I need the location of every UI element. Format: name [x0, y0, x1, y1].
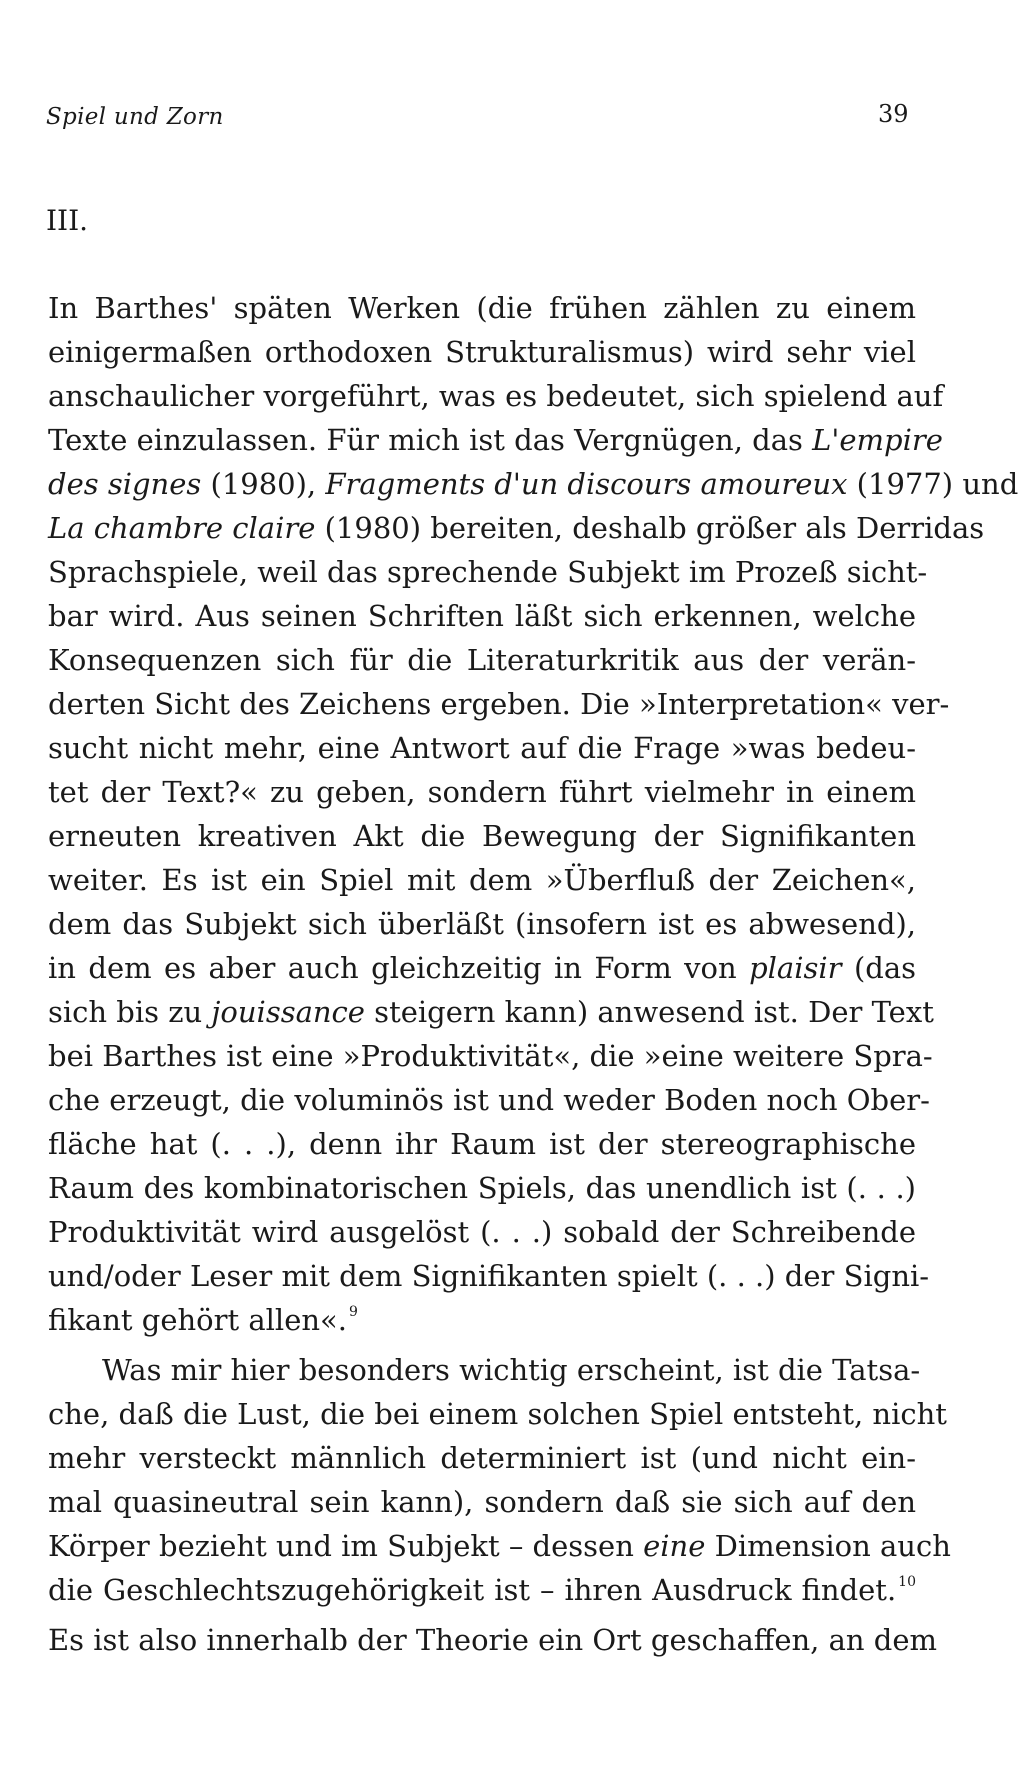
text-line: weiter. Es ist ein Spiel mit dem »Überfluß der Zeichen«, — [48, 863, 916, 897]
text-line: che, daß die Lust, die bei einem solchen Spiel entsteht, nicht — [48, 1397, 947, 1431]
text-span: in dem es aber auch gleichzeitig in Form von — [48, 951, 737, 985]
text-line — [48, 1568, 916, 1618]
text-line: Produktivität wird ausgelöst (. . .) sobald der Schreibende — [48, 1215, 916, 1249]
section-heading: III. — [46, 204, 89, 237]
text-line: Raum des kombinatorischen Spiels, das unendlich ist (. . .) — [48, 1171, 916, 1205]
emphasis: jouissance — [211, 995, 365, 1029]
text-span: (1977) und — [847, 467, 1018, 501]
emphasis: plaisir — [749, 951, 842, 985]
footnote-ref[interactable]: 9 — [349, 1304, 358, 1320]
book-title: La chambre claire — [48, 511, 316, 545]
text-span: fikant gehört allen«. — [48, 1303, 347, 1337]
text-line: bei Barthes ist eine »Produktivität«, die »eine weitere Spra- — [48, 1039, 933, 1073]
text-span: sich bis zu — [48, 995, 203, 1029]
page-number: 39 — [878, 100, 909, 128]
text-line: sucht nicht mehr, eine Antwort auf die Frage »was bedeu- — [48, 731, 916, 765]
text-line: und/oder Leser mit dem Signifikanten spielt (. . .) der Signi- — [48, 1259, 930, 1293]
text-span: Texte einzulassen. Für mich ist das Vergnügen, das — [48, 423, 803, 457]
text-line: Konsequenzen sich für die Literaturkritik aus der verän- — [48, 643, 916, 677]
text-line: derten Sicht des Zeichens ergeben. Die »Interpretation« ver- — [48, 687, 950, 721]
body-text — [48, 286, 1018, 1662]
text-line: mal quasineutral sein kann), sondern daß sie sich auf den — [48, 1485, 916, 1519]
text-line: fläche hat (. . .), denn ihr Raum ist der stereographische — [48, 1127, 916, 1161]
text-line: tet der Text?« zu geben, sondern führt vielmehr in einem — [48, 775, 916, 809]
text-line: Es ist also innerhalb der Theorie ein Ort geschaffen, an dem — [48, 1623, 938, 1657]
emphasis: eine — [643, 1529, 706, 1563]
text-line: In Barthes' späten Werken (die frühen zählen zu einem — [48, 291, 916, 325]
text-line: dem das Subjekt sich überläßt (insofern ist es abwesend), — [48, 907, 916, 941]
text-line: erneuten kreativen Akt die Bewegung der Signifikanten — [48, 819, 916, 853]
book-title: L'empire — [812, 423, 943, 457]
text-line: Was mir hier besonders wichtig erscheint, ist die Tatsa- — [102, 1353, 921, 1387]
text-line — [48, 506, 985, 550]
footnote-ref[interactable]: 10 — [898, 1574, 916, 1590]
text-line — [48, 462, 1018, 506]
text-span: die Geschlechtszugehörigkeit ist – ihren Ausdruck findet. — [48, 1573, 897, 1607]
text-line — [48, 946, 916, 990]
text-span: (1980) bereiten, deshalb größer als Derridas — [315, 511, 985, 545]
text-line: Sprachspiele, weil das sprechende Subjekt im Prozeß sicht- — [48, 555, 928, 589]
text-line — [48, 990, 934, 1034]
text-line: anschaulicher vorgeführt, was es bedeutet, sich spielend auf — [48, 379, 944, 413]
text-line: che erzeugt, die voluminös ist und weder Boden noch Ober- — [48, 1083, 930, 1117]
text-span: Dimension auch — [705, 1529, 951, 1563]
book-title: des signes — [48, 467, 202, 501]
text-span: (das — [841, 951, 916, 985]
running-head: Spiel und Zorn — [46, 104, 224, 130]
text-line — [48, 1524, 951, 1568]
text-line: einigermaßen orthodoxen Strukturalismus) wird sehr viel — [48, 335, 916, 369]
book-title: Fragments d'un discours amoureux — [325, 467, 848, 501]
text-line: mehr versteckt männlich determiniert ist (und nicht ein- — [48, 1441, 916, 1475]
text-span: (1980), — [201, 467, 326, 501]
text-line: bar wird. Aus seinen Schriften läßt sich erkennen, welche — [48, 599, 916, 633]
text-line — [48, 418, 943, 462]
text-span: Körper bezieht und im Subjekt – dessen — [48, 1529, 634, 1563]
text-line — [48, 1298, 916, 1348]
text-span: steigern kann) anwesend ist. Der Text — [364, 995, 934, 1029]
